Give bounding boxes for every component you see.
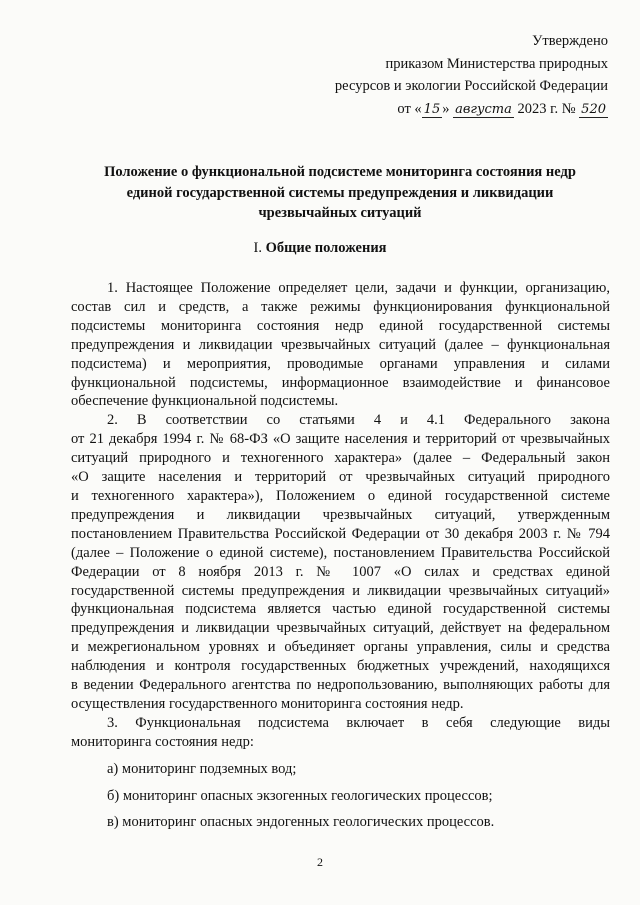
list-item: б) мониторинг опасных экзогенных геологических процессов;: [107, 787, 493, 804]
approval-line: ресурсов и экологии Российской Федерации: [334, 78, 608, 94]
paragraph-2: [71, 411, 610, 714]
paragraph-1: [71, 279, 610, 411]
date-year: 2023 г. №: [517, 100, 576, 117]
text-line: предупреждения и ликвидации чрезвычайных ситуаций (далее – функциональная: [71, 336, 610, 353]
text-line: подсистема) и мероприятия, проводимые органами управления и силами: [71, 355, 610, 372]
title-line: единой государственной системы предупреждения и ликвидации: [126, 184, 554, 201]
text-line: в ведении Федерального агентства по недропользованию, выполняющих работы для: [71, 677, 610, 694]
text-line: государственной системы предупреждения и ликвидации чрезвычайных ситуаций»: [71, 582, 610, 599]
approval-block: [335, 30, 608, 121]
handwritten-day: 15: [423, 101, 441, 117]
approval-line: приказом Министерства природных: [385, 55, 608, 72]
section-number: I.: [253, 240, 262, 256]
text-line: 3. Функциональная подсистема включает в себя следующие виды: [107, 714, 610, 731]
title-line: Положение о функциональной подсистеме мониторинга состояния недр: [104, 164, 576, 180]
date-prefix: от «: [397, 100, 422, 117]
text-line: обеспечение функциональной подсистемы.: [71, 393, 339, 410]
text-line: наблюдения и контроля государственных бюджетных учреждений, находящихся: [71, 658, 610, 675]
text-line: и межрегиональном уровнях и объединяет органы управления, силы и средства: [71, 639, 610, 656]
text-line: предупреждения и ликвидации чрезвычайных ситуаций, действует на федеральном: [71, 620, 610, 637]
text-line: функциональная подсистема является частью единой государственной системы: [71, 601, 610, 618]
text-line: ситуаций природного и техногенного характера» (далее – Федеральный закон: [71, 450, 610, 467]
text-line: Федерации от 8 ноября 2013 г. № 1007 «О силах и средствах единой: [71, 563, 610, 580]
document-body: [71, 279, 610, 832]
handwritten-month: августа: [455, 101, 512, 117]
title-line: чрезвычайных ситуаций: [258, 205, 422, 221]
list-item: в) мониторинг опасных эндогенных геологических процессов.: [107, 814, 495, 831]
text-line: подсистемы мониторинга состояния недр единой государственной системы: [71, 317, 610, 334]
text-line: состав сил и средств, а также режимы функционирования функциональной: [71, 298, 610, 315]
text-line: предупреждения и ликвидации чрезвычайных ситуаций, утвержденным: [71, 506, 610, 523]
text-line: 2. В соответствии со статьями 4 и 4.1 Федерального закона: [107, 412, 610, 429]
text-line: постановлением Правительства Российской Федерации от 30 декабря 2003 г. № 794: [71, 525, 610, 542]
paragraph-3: [71, 714, 610, 752]
handwritten-order-number: 520: [581, 101, 606, 117]
section-heading: [0, 240, 640, 257]
document-title: [70, 162, 610, 224]
page-number: 2: [317, 855, 323, 869]
text-line: функциональной подсистемы, информационное взаимодействие и финансовое: [71, 374, 610, 391]
date-mid: »: [442, 100, 450, 117]
text-line: (далее – Положение о единой системе), постановлением Правительства Российской: [71, 544, 610, 561]
text-line: от 21 декабря 1994 г. № 68-ФЗ «О защите населения и территорий от чрезвычайных: [71, 431, 610, 448]
monitoring-types-list: [71, 760, 610, 833]
text-line: мониторинга состояния недр:: [71, 733, 254, 750]
approval-line: Утверждено: [532, 33, 608, 49]
section-title: Общие положения: [265, 240, 387, 256]
text-line: и техногенного характера»), Положением о единой государственной системе: [71, 487, 610, 504]
text-line: осуществления государственного мониторинга состояния недр.: [71, 695, 464, 712]
text-line: «О защите населения и территорий от чрезвычайных ситуаций природного: [71, 469, 610, 486]
approval-date-line: [335, 98, 608, 122]
text-line: 1. Настоящее Положение определяет цели, задачи и функции, организацию,: [107, 280, 610, 296]
list-item: а) мониторинг подземных вод;: [107, 760, 297, 777]
